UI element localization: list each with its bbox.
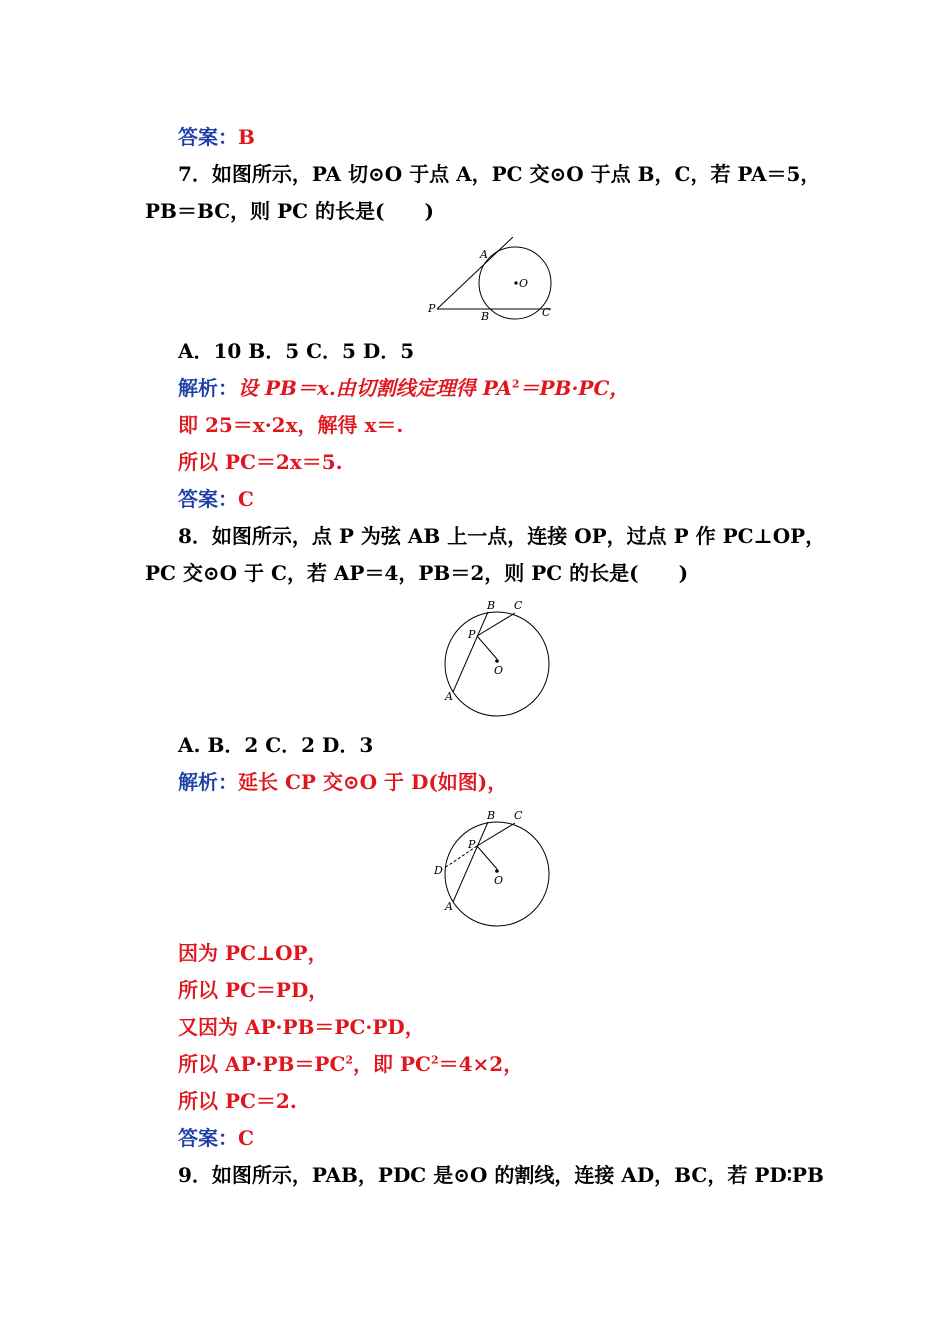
q7-label-a: A xyxy=(480,248,488,261)
q8b-label-b: B xyxy=(487,809,496,822)
q7-analysis1: 设 PB＝x.由切割线定理得 PA xyxy=(238,376,512,400)
q9-stem-line1 xyxy=(178,1162,824,1188)
q7-stem1: 如图所示，PA 切⊙O 于点 A，PC 交⊙O 于点 B，C，若 PA＝5， xyxy=(211,162,821,186)
answer-label-q7: 答案： xyxy=(178,487,238,511)
q8b-label-d: D xyxy=(434,864,443,877)
q7-answer-line xyxy=(178,486,254,512)
q8-analysis-line2: 因为 PC⊥OP， xyxy=(178,941,328,965)
q8-answer-line xyxy=(178,1125,254,1151)
q9-stem1: 如图所示，PAB，PDC 是⊙O 的割线，连接 AD，BC，若 PD∶PB xyxy=(211,1163,824,1187)
q8-stem-line2: PC 交⊙O 于 C，若 AP＝4，PB＝2，则 PC 的长是( ) xyxy=(145,561,689,585)
q8-center-dot xyxy=(495,659,499,663)
q7-stem-line1 xyxy=(178,161,820,187)
q8-analysis5-sup1: 2 xyxy=(345,1053,354,1067)
q8-analysis-line4: 又因为 AP·PB＝PC·PD， xyxy=(178,1015,425,1039)
q7-tangent-line xyxy=(437,237,513,309)
q7-analysis-line1 xyxy=(178,375,629,401)
q8-label-o: O xyxy=(494,664,504,677)
q8b-label-p: P xyxy=(468,838,476,851)
q8-analysis5-c: ＝4×2， xyxy=(438,1052,524,1076)
q6-answer: B xyxy=(238,125,255,149)
q8-answer: C xyxy=(238,1126,254,1150)
q7-label-o: O xyxy=(519,277,529,290)
q8-analysis5-sup2: 2 xyxy=(430,1053,439,1067)
q7-label-b: B xyxy=(481,310,490,323)
q8-stem1: 如图所示，点 P 为弦 AB 上一点，连接 OP，过点 P 作 PC⊥OP， xyxy=(211,524,826,548)
q8-label-p: P xyxy=(468,628,476,641)
q6-answer-line xyxy=(178,124,255,150)
q8-analysis-figure xyxy=(430,806,560,931)
q8-label-c: C xyxy=(514,599,523,612)
q7-analysis1-sup: 2 xyxy=(511,377,520,391)
q7-answer: C xyxy=(238,487,254,511)
q8b-label-a: A xyxy=(445,900,453,913)
q7-number: 7． xyxy=(178,162,212,186)
q8b-label-o: O xyxy=(494,874,504,887)
q7-analysis-line2: 即 25＝x·2x，解得 x＝. xyxy=(178,413,404,437)
q8b-center-dot xyxy=(495,869,499,873)
q8-analysis5-b: ，即 PC xyxy=(353,1052,431,1076)
q8-stem-line1 xyxy=(178,523,825,549)
q8-analysis-label: 解析： xyxy=(178,770,238,794)
q8-label-b: B xyxy=(487,599,496,612)
q7-center-dot xyxy=(514,281,517,284)
q7-analysis1-tail: ＝PB·PC， xyxy=(519,376,630,400)
q8-analysis-line5 xyxy=(178,1051,523,1077)
q8-analysis-line3: 所以 PC＝PD， xyxy=(178,978,329,1002)
q8-label-a: A xyxy=(445,690,453,703)
q7-stem-line2: PB＝BC，则 PC 的长是( ) xyxy=(145,199,434,223)
q8b-chord-ab xyxy=(453,822,488,902)
answer-label: 答案： xyxy=(178,125,238,149)
q8-analysis1: 延长 CP 交⊙O 于 D(如图)， xyxy=(238,770,508,794)
q8-chord-ab xyxy=(453,612,488,692)
q8-options: A. B．2 C．2 D．3 xyxy=(178,733,374,757)
q8-figure xyxy=(435,596,560,721)
q8-segment-op xyxy=(477,636,497,659)
answer-label-q8: 答案： xyxy=(178,1126,238,1150)
q7-options: A．10 B．5 C．5 D．5 xyxy=(178,339,415,363)
q7-analysis-label: 解析： xyxy=(178,376,238,400)
q7-figure xyxy=(425,232,565,327)
q8-number: 8． xyxy=(178,524,212,548)
q8b-segment-op xyxy=(477,846,497,869)
q8b-label-c: C xyxy=(514,809,523,822)
q7-label-p: P xyxy=(428,302,436,315)
q8-analysis-line6: 所以 PC＝2. xyxy=(178,1089,297,1113)
q7-label-c: C xyxy=(542,306,551,319)
q8-analysis5-a: 所以 AP·PB＝PC xyxy=(178,1052,346,1076)
q7-analysis-line3: 所以 PC＝2x＝5. xyxy=(178,450,343,474)
q8-analysis-line1 xyxy=(178,769,507,795)
q9-number: 9． xyxy=(178,1163,212,1187)
